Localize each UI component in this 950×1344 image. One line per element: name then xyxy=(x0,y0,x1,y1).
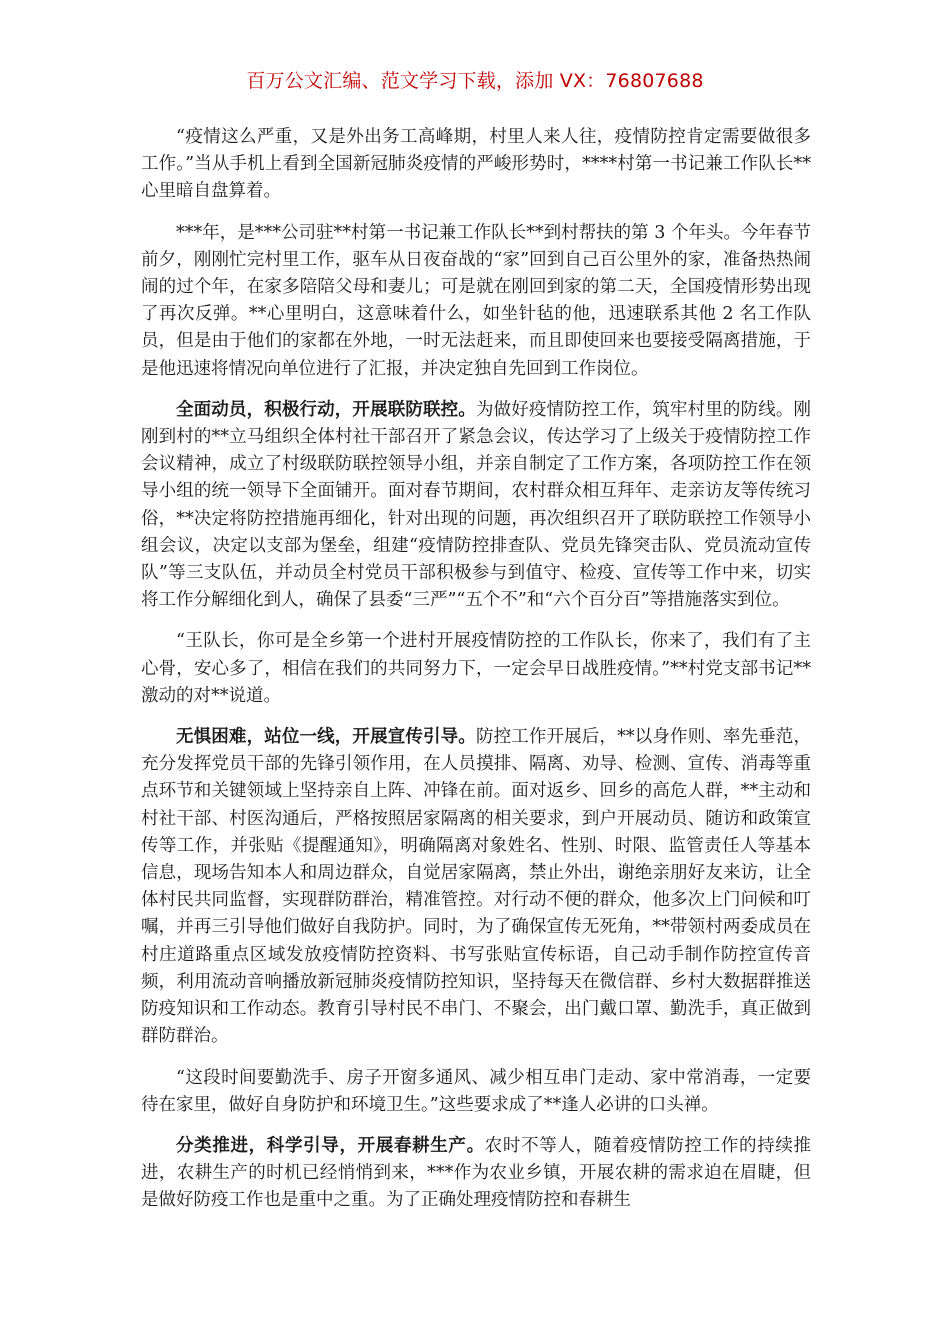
paragraph-text: 农时不等人，随着疫情防控工作的持续推进，农耕生产的时机已经悄悄到来，***作为农业乡镇，开展农耕的需求迫在眉睫，但是做好防疫工作也是重中之重。为了正确处理疫情防控和春耕生 xyxy=(141,1135,811,1211)
paragraph-6 xyxy=(141,1065,811,1119)
paragraph-text: “王队长，你可是全乡第一个进村开展疫情防控的工作队长，你来了，我们有了主心骨，安心多了，相信在我们的共同努力下，一定会早日战胜疫情。”**村党支部书记**激动的对**说道。 xyxy=(141,631,811,706)
paragraph-text: ***年，是***公司驻**村第一书记兼工作队长**到村帮扶的第 3 个年头。今年春节前夕，刚刚忙完村里工作，驱车从日夜奋战的“家”回到自己百公里外的家，准备热热闹闹的过个年，在家多陪陪父母和妻儿；可是就在刚回到家的第二天，全国疫情形势出现了再次反弹。**心里明白，这意味着什么，如坐针毡的他，迅速联系其他 2 名工作队员，但是由于他们的家都在外地，一时无法赶来，而且即使回来也要接受隔离措施，于是他迅速将情况向单位进行了汇报，并决定独自先回到工作岗位。 xyxy=(141,222,811,379)
paragraph-5 xyxy=(141,724,811,1050)
document-body xyxy=(141,124,811,1229)
paragraph-lead: 分类推进，科学引导，开展春耕生产。 xyxy=(176,1135,485,1156)
header-banner: 百万公文汇编、范文学习下载，添加 VX：76807688 xyxy=(246,70,704,92)
paragraph-7 xyxy=(141,1133,811,1215)
paragraph-text: 为做好疫情防控工作，筑牢村里的防线。刚刚到村的**立马组织全体村社干部召开了紧急会议，传达学习了上级关于疫情防控工作会议精神，成立了村级联防联控领导小组，并亲自制定了工作方案，各项防控工作在领导小组的统一领导下全面铺开。面对春节期间，农村群众相互拜年、走亲访友等传统习俗，**决定将防控措施再细化，针对出现的问题，再次组织召开了联防联控工作领导小组会议，决定以支部为堡垒，组建“疫情防控排查队、党员先锋突击队、党员流动宣传队”等三支队伍，并动员全村党员干部积极参与到值守、检疫、宣传等工作中来，切实将工作分解细化到人，确保了县委“三严”“五个不”和“六个百分百”等措施落实到位。 xyxy=(141,399,812,611)
paragraph-3 xyxy=(141,397,811,615)
paragraph-2 xyxy=(141,220,811,383)
paragraph-lead: 全面动员，积极行动，开展联防联控。 xyxy=(176,399,476,420)
paragraph-text: “这段时间要勤洗手、房子开窗多通风、减少相互串门走动、家中常消毒，一定要待在家里，做好自身防护和环境卫生。”这些要求成了**逢人必讲的口头禅。 xyxy=(141,1067,811,1115)
paragraph-1 xyxy=(141,124,811,206)
paragraph-text: “疫情这么严重，又是外出务工高峰期，村里人来人往，疫情防控肯定需要做很多工作。”当从手机上看到全国新冠肺炎疫情的严峻形势时，****村第一书记兼工作队长**心里暗自盘算着。 xyxy=(141,127,811,202)
paragraph-text: 防控工作开展后，**以身作则、率先垂范，充分发挥党员干部的先锋引领作用，在人员摸排、隔离、劝导、检测、宣传、消毒等重点环节和关键领域上坚持亲自上阵、冲锋在前。面对返乡、回乡的高危人群，**主动和村社干部、村医沟通后，严格按照居家隔离的相关要求，到户开展动员、随访和政策宣传等工作，并张贴《提醒通知》，明确隔离对象姓名、性别、时限、监管责任人等基本信息，现场告知本人和周边群众，自觉居家隔离，禁止外出，谢绝亲朋好友来访，让全体村民共同监督，实现群防群治，精准管控。对行动不便的群众，他多次上门问候和叮嘱，并再三引导他们做好自我防护。同时，为了确保宣传无死角，**带领村两委成员在村庄道路重点区域发放疫情防控资料、书写张贴宣传标语，自己动手制作防控宣传音频，利用流动音响播放新冠肺炎疫情防控知识，坚持每天在微信群、乡村大数据群推送防疫知识和工作动态。教育引导村民不串门、不聚会，出门戴口罩、勤洗手，真正做到群防群治。 xyxy=(141,727,812,1047)
paragraph-lead: 无惧困难，站位一线，开展宣传引导。 xyxy=(176,727,476,748)
paragraph-4 xyxy=(141,628,811,710)
